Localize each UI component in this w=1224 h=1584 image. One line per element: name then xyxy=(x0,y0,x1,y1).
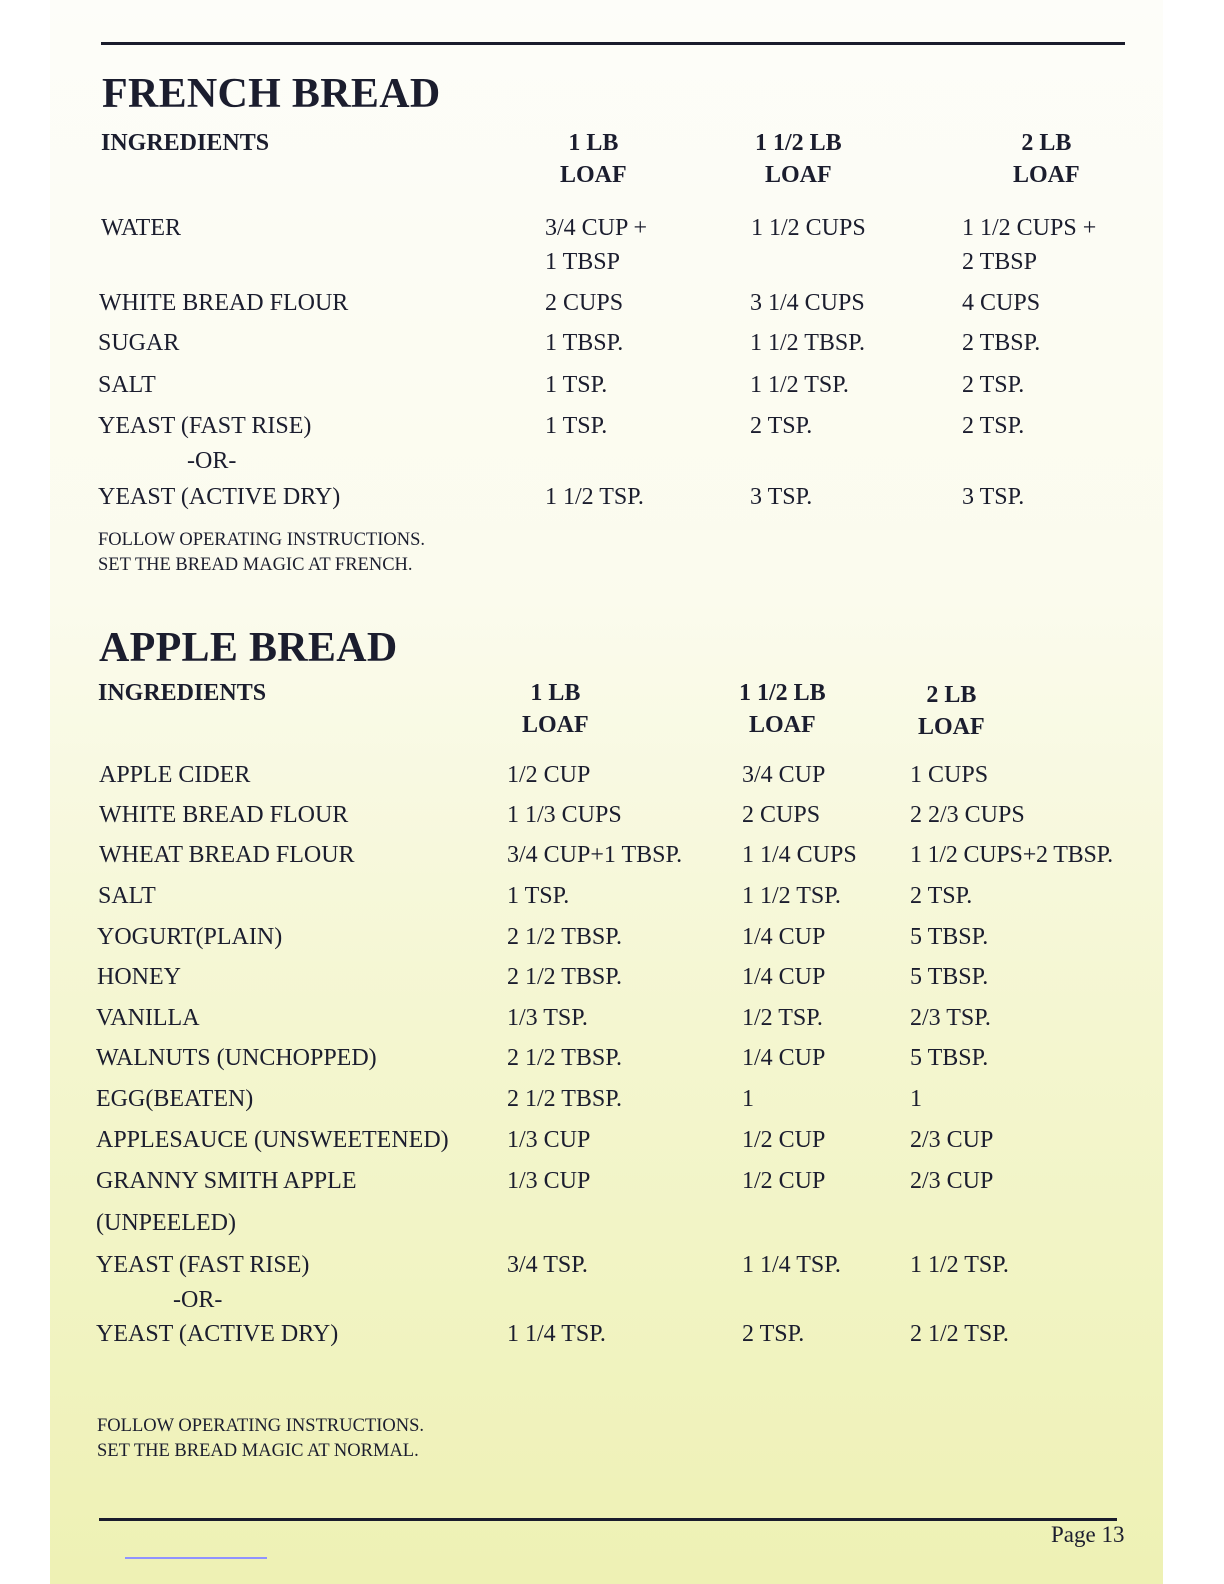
table-row xyxy=(0,211,1224,281)
ingredient-name: SALT xyxy=(98,883,156,909)
ingredient-name: SALT xyxy=(98,372,156,398)
apple-instructions-note: FOLLOW OPERATING INSTRUCTIONS. SET THE BREAD MAGIC AT NORMAL. xyxy=(97,1416,425,1461)
apple-bread-title: APPLE BREAD xyxy=(99,625,398,671)
amount-1-5lb: 1 1/4 CUPS xyxy=(742,842,857,868)
amount-1lb: 2 1/2 TBSP. xyxy=(507,1045,622,1071)
amount-1lb: 2 CUPS xyxy=(545,290,624,316)
apple-ingredients-header: INGREDIENTS xyxy=(98,680,267,706)
apple-1-5lb-header: 1 1/2 LB LOAF xyxy=(739,680,826,738)
amount-2lb: 1 1/2 CUPS + 2 TBSP xyxy=(962,215,1097,275)
french-1lb-header: 1 LB LOAF xyxy=(560,130,627,188)
amount-2lb: 2 1/2 TSP. xyxy=(910,1321,1009,1347)
table-row xyxy=(0,409,1224,479)
amount-1-5lb: 2 CUPS xyxy=(742,802,821,828)
amount-1lb: 1/2 CUP xyxy=(507,762,591,788)
table-row xyxy=(0,1317,1224,1387)
ingredient-name: WATER xyxy=(101,215,181,241)
amount-2lb: 2/3 TSP. xyxy=(910,1005,991,1031)
french-ingredients-header: INGREDIENTS xyxy=(101,130,270,156)
amount-1lb: 3/4 CUP+1 TBSP. xyxy=(507,842,683,868)
link-underline xyxy=(125,1557,267,1559)
amount-1-5lb: 1/4 CUP xyxy=(742,964,826,990)
amount-1-5lb: 1 1/4 TSP. xyxy=(742,1252,841,1278)
amount-2lb: 5 TBSP. xyxy=(910,924,989,950)
amount-1-5lb: 1 1/2 TSP. xyxy=(750,372,849,398)
amount-1-5lb: 2 TSP. xyxy=(742,1321,805,1347)
ingredient-name: SUGAR xyxy=(98,330,180,356)
amount-1-5lb: 1/2 TSP. xyxy=(742,1005,823,1031)
ingredient-name: EGG(BEATEN) xyxy=(96,1086,254,1112)
amount-2lb: 2 TSP. xyxy=(962,372,1025,398)
amount-1lb: 1 TBSP. xyxy=(545,330,624,356)
ingredient-name: WALNUTS (UNCHOPPED) xyxy=(96,1045,377,1071)
amount-2lb: 1 xyxy=(910,1086,922,1112)
amount-1lb: 1/3 CUP xyxy=(507,1168,591,1194)
amount-1-5lb: 2 TSP. xyxy=(750,413,813,439)
amount-1-5lb: 1 1/2 TBSP. xyxy=(750,330,865,356)
amount-1-5lb: 3 1/4 CUPS xyxy=(750,290,865,316)
ingredient-name: GRANNY SMITH APPLE (UNPEELED) xyxy=(96,1168,357,1236)
ingredient-name: YEAST (FAST RISE) xyxy=(96,1252,310,1278)
amount-1-5lb: 1 xyxy=(742,1086,754,1112)
amount-2lb: 5 TBSP. xyxy=(910,1045,989,1071)
amount-1-5lb: 1/2 CUP xyxy=(742,1127,826,1153)
ingredient-name: VANILLA xyxy=(96,1005,200,1031)
french-2lb-header: 2 LB LOAF xyxy=(1013,130,1080,188)
ingredient-name: YEAST (ACTIVE DRY) xyxy=(96,1321,339,1347)
amount-1-5lb: 1/2 CUP xyxy=(742,1168,826,1194)
amount-2lb: 1 CUPS xyxy=(910,762,989,788)
french-1-5lb-header: 1 1/2 LB LOAF xyxy=(755,130,842,188)
amount-1-5lb: 1/4 CUP xyxy=(742,1045,826,1071)
amount-1-5lb: 1 1/2 CUPS xyxy=(751,215,866,241)
page-number: Page 13 xyxy=(1051,1522,1125,1547)
or-label: -OR- xyxy=(173,1287,223,1313)
amount-1lb: 2 1/2 TBSP. xyxy=(507,1086,622,1112)
amount-1lb: 1 1/2 TSP. xyxy=(545,484,644,510)
or-label: -OR- xyxy=(187,448,237,474)
ingredient-name: YOGURT(PLAIN) xyxy=(97,924,283,950)
amount-1lb: 1 TSP. xyxy=(545,372,608,398)
amount-2lb: 2 TSP. xyxy=(962,413,1025,439)
amount-2lb: 5 TBSP. xyxy=(910,964,989,990)
ingredient-name: WHITE BREAD FLOUR xyxy=(99,290,349,316)
amount-1lb: 3/4 CUP + 1 TBSP xyxy=(545,215,647,275)
french-bread-title: FRENCH BREAD xyxy=(102,71,441,117)
amount-1lb: 2 1/2 TBSP. xyxy=(507,964,622,990)
apple-1lb-header: 1 LB LOAF xyxy=(522,680,589,738)
ingredient-name: APPLESAUCE (UNSWEETENED) xyxy=(96,1127,449,1153)
amount-2lb: 2 TBSP. xyxy=(962,330,1041,356)
amount-1lb: 1 1/4 TSP. xyxy=(507,1321,606,1347)
amount-2lb: 2 2/3 CUPS xyxy=(910,802,1025,828)
amount-2lb: 2 TSP. xyxy=(910,883,973,909)
amount-1-5lb: 3/4 CUP xyxy=(742,762,826,788)
ingredient-name: WHEAT BREAD FLOUR xyxy=(99,842,355,868)
amount-1lb: 1/3 CUP xyxy=(507,1127,591,1153)
ingredient-name: YEAST (FAST RISE) xyxy=(98,413,312,439)
ingredient-name: HONEY xyxy=(97,964,181,990)
top-rule xyxy=(101,42,1125,45)
amount-1-5lb: 1 1/2 TSP. xyxy=(742,883,841,909)
amount-1lb: 2 1/2 TBSP. xyxy=(507,924,622,950)
ingredient-name: WHITE BREAD FLOUR xyxy=(99,802,349,828)
amount-2lb: 4 CUPS xyxy=(962,290,1041,316)
amount-1-5lb: 3 TSP. xyxy=(750,484,813,510)
amount-2lb: 1 1/2 CUPS+2 TBSP. xyxy=(910,842,1113,868)
amount-1lb: 3/4 TSP. xyxy=(507,1252,588,1278)
amount-1lb: 1 1/3 CUPS xyxy=(507,802,622,828)
ingredient-name: APPLE CIDER xyxy=(99,762,251,788)
amount-1-5lb: 1/4 CUP xyxy=(742,924,826,950)
table-row xyxy=(0,1164,1224,1244)
amount-1lb: 1/3 TSP. xyxy=(507,1005,588,1031)
amount-2lb: 1 1/2 TSP. xyxy=(910,1252,1009,1278)
amount-1lb: 1 TSP. xyxy=(507,883,570,909)
amount-2lb: 2/3 CUP xyxy=(910,1168,994,1194)
french-instructions-note: FOLLOW OPERATING INSTRUCTIONS. SET THE BREAD MAGIC AT FRENCH. xyxy=(98,530,426,575)
amount-2lb: 3 TSP. xyxy=(962,484,1025,510)
ingredient-name: YEAST (ACTIVE DRY) xyxy=(98,484,341,510)
amount-2lb: 2/3 CUP xyxy=(910,1127,994,1153)
amount-1lb: 1 TSP. xyxy=(545,413,608,439)
bottom-rule xyxy=(99,1518,1117,1521)
apple-2lb-header: 2 LB LOAF xyxy=(918,682,985,740)
